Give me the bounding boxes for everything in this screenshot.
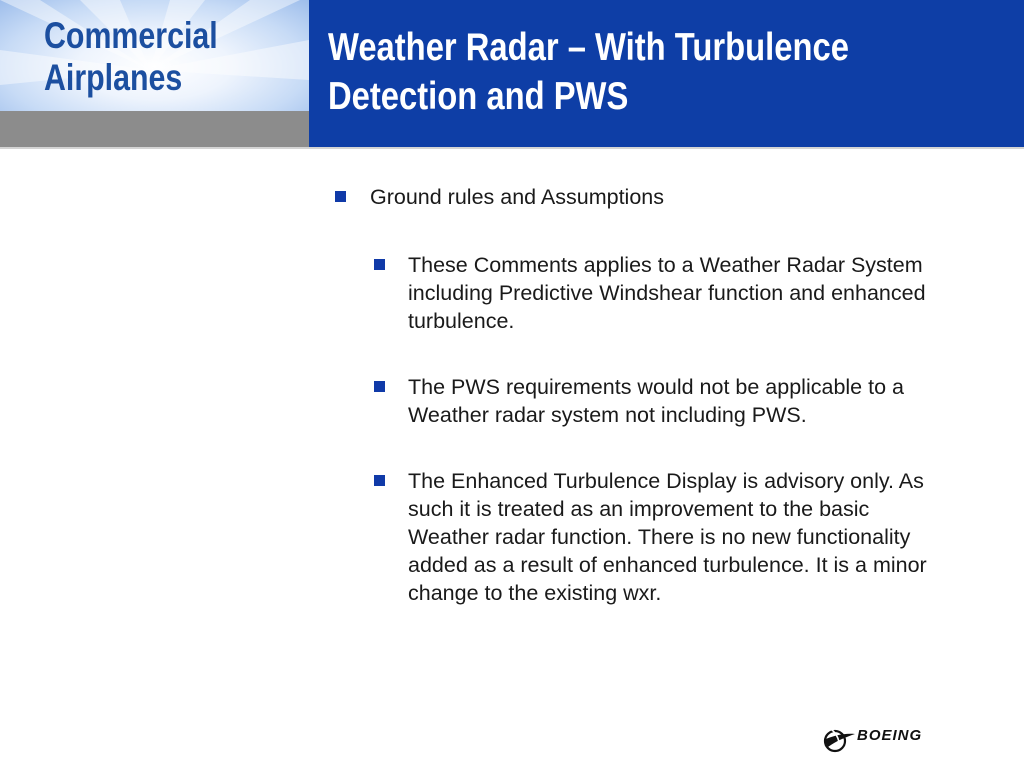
square-bullet-icon — [374, 381, 385, 392]
title-panel — [309, 0, 1024, 147]
brand-panel — [0, 0, 309, 111]
slide-title-line-1: Weather Radar – With Turbulence — [328, 26, 849, 69]
boeing-logo — [822, 721, 972, 759]
square-bullet-icon — [374, 259, 385, 270]
brand-gray-bar — [0, 111, 309, 147]
sub-bullet-text: The Enhanced Turbulence Display is advisory only. As such it is treated as an improvement to the basic Weather radar function. There is no new functionality added as a result of enhanced turbulence. It is a minor change to the existing wxr. — [408, 469, 927, 605]
square-bullet-icon — [374, 475, 385, 486]
main-bullet-item — [333, 183, 973, 211]
sub-bullet-list — [374, 251, 934, 607]
sub-bullet-text: The PWS requirements would not be applicable to a Weather radar system not including PWS. — [408, 375, 904, 427]
header-divider — [0, 147, 1024, 149]
slide-title-line-2: Detection and PWS — [328, 75, 629, 118]
slide-content — [333, 183, 973, 645]
boeing-symbol-icon — [822, 721, 856, 757]
sub-bullet-item — [374, 467, 934, 607]
brand-line-1: Commercial — [44, 15, 218, 56]
brand-line-2: Airplanes — [44, 57, 183, 98]
sub-bullet-text: These Comments applies to a Weather Radar System including Predictive Windshear function and enhanced turbulence. — [408, 253, 926, 333]
boeing-wordmark: BOEING — [857, 727, 923, 744]
square-bullet-icon — [335, 191, 346, 202]
sub-bullet-item — [374, 373, 934, 429]
sub-bullet-item — [374, 251, 934, 335]
slide-title — [328, 23, 849, 121]
main-bullet-text: Ground rules and Assumptions — [370, 185, 664, 209]
brand-wordmark — [44, 15, 218, 99]
